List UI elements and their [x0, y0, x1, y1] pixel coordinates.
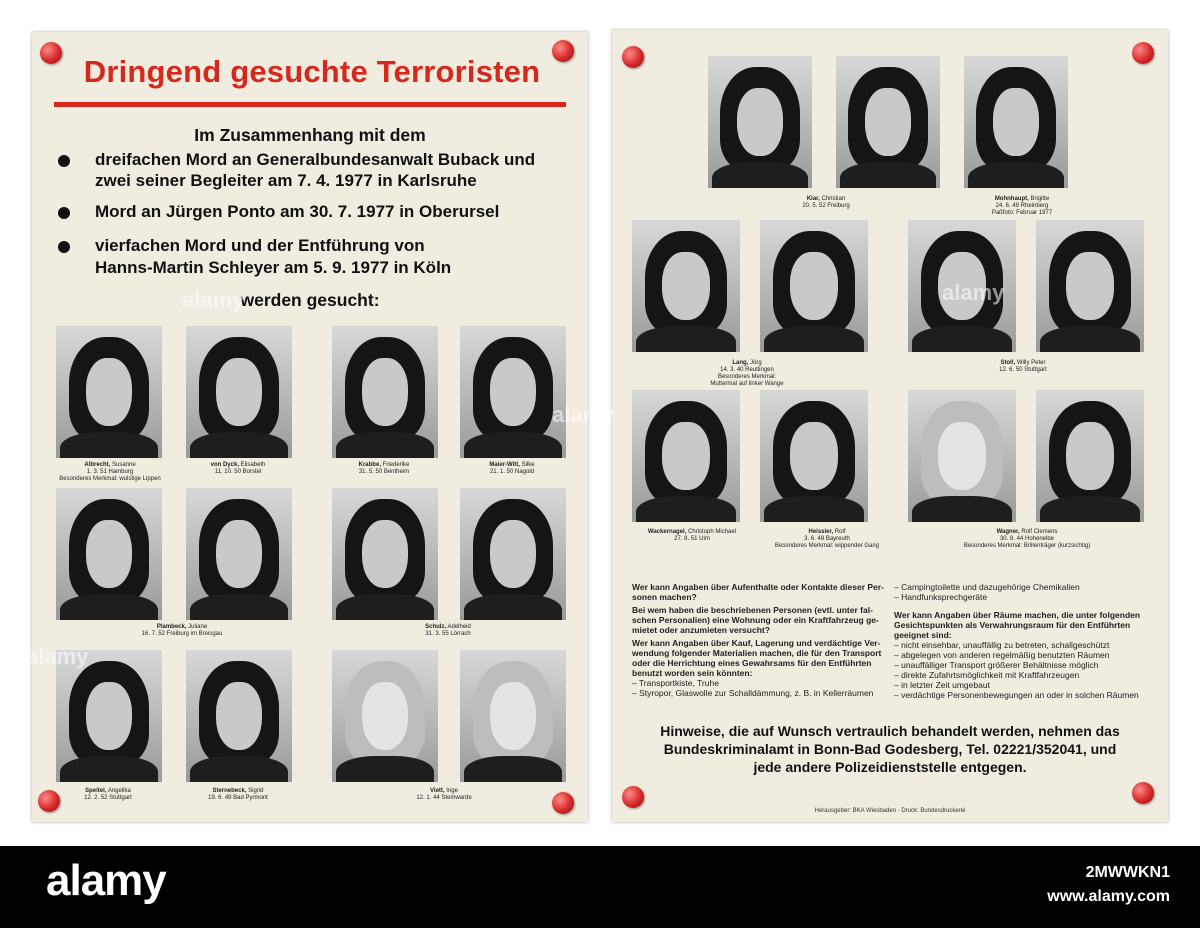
suspect-photo: [186, 650, 292, 782]
suspect-photo: [460, 488, 566, 620]
pushpin-icon: [552, 40, 574, 62]
image-id: 2MWWKN1: [1085, 864, 1170, 881]
caption-mohnhaupt: Mohnhaupt, Brigitte 24. 6. 49 Rheinberg Paßfoto: Februar 1977: [991, 196, 1053, 216]
caption-von-dyck: von Dyck, Elisabeth 11. 10. 50 Borstel: [210, 462, 266, 475]
bullet-2-line-1: Mord an Jürgen Ponto am 30. 7. 1977 in Oberursel: [95, 202, 500, 221]
poster-left: [26, 32, 588, 822]
bullet-3-line-2: Hanns-Martin Schleyer am 5. 9. 1977 in Köln: [95, 258, 452, 277]
suspect-photo: [332, 488, 438, 620]
pushpin-icon: [40, 42, 62, 64]
stock-footer: [0, 846, 1200, 928]
caption-maier-witt: Maier-Witt, Silke 21. 1. 50 Nagold: [489, 462, 535, 475]
caption-krabbe: Krabbe, Friederike 31. 5. 50 Bentheim: [358, 462, 410, 475]
caption-albrecht: Albrecht, Susanne 1. 3. 51 Hamburg Besonderes Merkmal: wulstige Lippen: [59, 462, 161, 482]
watermark: alamy: [182, 287, 245, 312]
pushpin-icon: [1132, 782, 1154, 804]
caption-stoll: Stoll, Willy Peter 12. 6. 50 Stuttgart: [999, 360, 1047, 373]
caption-sternebeck: Sternebeck, Sigrid 19. 6. 49 Bad Pyrmont: [208, 788, 268, 801]
caption-viett: Viett, Inge 12. 1. 44 Stemwarde: [416, 788, 472, 801]
bullet-icon: [58, 155, 70, 167]
pushpin-icon: [1132, 42, 1154, 64]
caption-wagner: Wagner, Rolf Clemens 30. 8. 44 Hohenelbe Besonderes Merkmal: Brillenträger (kurzsichtig): [963, 529, 1091, 549]
questions-left: Wer kann Angaben über Aufenthalte oder Kontakte dieser Per- sonen machen? Bei wem haben die beschriebenen Personen (evtl. unter fal- schen Personalien) eine Wohnung oder ein Kraftfahrzeug ge- mietet oder anzumieten versucht? Wer kann Angaben über Kauf, Lagerung und verdächtige Ver- wendung folgender Materialien machen, die für den Transport oder die Herrichtung eines Gewahrsams für den Entführten benutzt worden sein könnten: – Transportkiste, Truhe – Styropor, Glaswolle zur Schalldämmung, z. B. in Kellerräumen: [632, 582, 884, 698]
bullet-1-line-1: dreifachen Mord an Generalbundesanwalt Buback und: [95, 150, 536, 169]
caption-klar: Klar, Christian 20. 5. 52 Freiburg: [802, 196, 850, 209]
pushpin-icon: [622, 786, 644, 808]
poster-right: [552, 30, 1168, 822]
watermark: alamy: [26, 644, 89, 669]
suspect-photo: [760, 220, 868, 352]
questions-right: – Campingtoilette und dazugehörige Chemikalien – Handfunksprechgeräte Wer kann Angaben über Räume machen, die unter folgenden Gesichtspunkten als Verwahrungsraum für den Entführten geeignet sind: – nicht einsehbar, unauffällig zu betreten, schallgeschützt – abgelegen von anderen regelmäßig benutzten Räumen – unauffälliger Transport größerer Behältnisse möglich – direkte Zufahrtsmöglichkeit mit Kraftfahrzeugen – in letzter Zeit umgebaut – verdächtige Personenbewegungen an oder in solchen Räumen: [894, 582, 1141, 700]
suspect-photo: [460, 650, 566, 782]
suspect-photo: [332, 326, 438, 458]
bullet-icon: [58, 207, 70, 219]
suspect-photo: [56, 326, 162, 458]
suspect-photo: [186, 326, 292, 458]
watermark: alamy: [942, 280, 1005, 305]
contact-hint: Hinweise, die auf Wunsch vertraulich behandelt werden, nehmen das Bundeskriminalamt in Bonn-Bad Godesberg, Tel. 02221/352041, und jede andere Polizeidienststelle entgegen.: [660, 723, 1120, 775]
caption-schulz: Schulz, Adelheid 31. 3. 55 Lörrach: [425, 624, 471, 637]
suspect-photo: [56, 650, 162, 782]
caption-lang: Lang, Jörg 14. 3. 40 Reutlingen Besonderes Merkmal: Muttermal auf linker Wange: [710, 360, 784, 387]
caption-heissler: Heissler, Rolf 3. 6. 48 Bayreuth Besonderes Merkmal: wippender Gang: [774, 529, 880, 549]
watermark: alamy: [552, 402, 615, 427]
publisher-note: Herausgeber: BKA Wiesbaden · Druck: Bundesdruckerei: [814, 808, 966, 814]
pushpin-icon: [622, 46, 644, 68]
suspect-photo: [908, 220, 1016, 352]
suspect-photo: [760, 390, 868, 522]
title-underline: [54, 102, 566, 107]
caption-plambeck: Plambeck, Juliane 16. 7. 52 Freiburg im Breisgau: [141, 624, 223, 637]
suspect-photo: [1036, 220, 1144, 352]
suspect-photo: [632, 390, 740, 522]
suspect-photo: [332, 650, 438, 782]
wanted-heading: werden gesucht:: [240, 290, 380, 310]
bullet-3-line-1: vierfachen Mord und der Entführung von: [95, 236, 425, 255]
site-url[interactable]: www.alamy.com: [1047, 888, 1170, 905]
intro-text: Im Zusammenhang mit dem: [194, 125, 426, 145]
alamy-logo: alamy: [46, 856, 166, 905]
bullet-icon: [58, 241, 70, 253]
suspect-photo: [1036, 390, 1144, 522]
caption-wackernagel: Wackernagel, Christoph Michael 27. 8. 51 Ulm: [647, 529, 737, 542]
suspect-photo: [708, 56, 812, 188]
pushpin-icon: [552, 792, 574, 814]
poster-title: Dringend gesuchte Terroristen: [83, 54, 541, 89]
suspect-photo: [56, 488, 162, 620]
suspect-photo: [186, 488, 292, 620]
bullet-1-line-2: zwei seiner Begleiter am 7. 4. 1977 in Karlsruhe: [95, 171, 477, 190]
caption-speitel: Speitel, Angelika 12. 2. 52 Stuttgart: [84, 788, 132, 801]
suspect-photo: [460, 326, 566, 458]
suspect-photo: [836, 56, 940, 188]
suspect-photo: [632, 220, 740, 352]
suspect-photo: [908, 390, 1016, 522]
suspect-photo: [964, 56, 1068, 188]
